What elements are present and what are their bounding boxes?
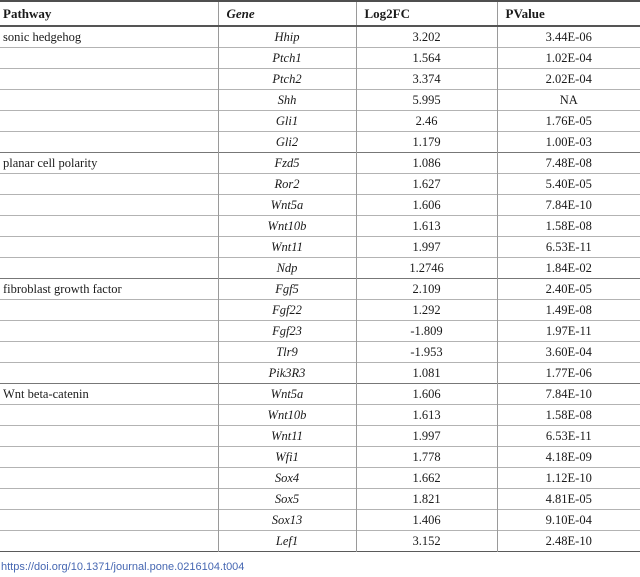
table-row: [0, 174, 640, 195]
header-log2fc: Log2FC: [356, 1, 497, 26]
cell-pvalue: 1.12E-10: [497, 468, 640, 489]
cell-gene: Fgf5: [218, 279, 356, 300]
cell-pvalue: 9.10E-04: [497, 510, 640, 531]
cell-pathway: [0, 111, 218, 132]
cell-pvalue: 2.48E-10: [497, 531, 640, 552]
cell-gene: Ndp: [218, 258, 356, 279]
cell-pvalue: 1.58E-08: [497, 405, 640, 426]
cell-pvalue: 7.84E-10: [497, 195, 640, 216]
cell-log2fc: 1.778: [356, 447, 497, 468]
cell-gene: Fgf23: [218, 321, 356, 342]
cell-gene: Wfi1: [218, 447, 356, 468]
cell-gene: Fgf22: [218, 300, 356, 321]
cell-log2fc: 1.081: [356, 363, 497, 384]
table-row: [0, 531, 640, 552]
cell-gene: Sox5: [218, 489, 356, 510]
table-header: [0, 1, 640, 26]
doi-link[interactable]: https://doi.org/10.1371/journal.pone.0216104.t004: [1, 561, 245, 573]
table-row: [0, 258, 640, 279]
cell-log2fc: 1.564: [356, 48, 497, 69]
cell-pvalue: 7.48E-08: [497, 153, 640, 174]
cell-log2fc: 3.374: [356, 69, 497, 90]
cell-gene: Ptch1: [218, 48, 356, 69]
cell-log2fc: 2.109: [356, 279, 497, 300]
table-row: [0, 447, 640, 468]
cell-log2fc: 1.627: [356, 174, 497, 195]
cell-pathway: sonic hedgehog: [0, 26, 218, 48]
header-row: [0, 1, 640, 26]
table-row: [0, 48, 640, 69]
cell-gene: Wnt5a: [218, 384, 356, 405]
cell-gene: Ror2: [218, 174, 356, 195]
table-row: [0, 300, 640, 321]
cell-log2fc: 1.997: [356, 426, 497, 447]
cell-gene: Pik3R3: [218, 363, 356, 384]
cell-pathway: [0, 531, 218, 552]
cell-pathway: [0, 237, 218, 258]
cell-gene: Ptch2: [218, 69, 356, 90]
table-row: [0, 342, 640, 363]
cell-log2fc: 3.202: [356, 26, 497, 48]
cell-gene: Wnt10b: [218, 405, 356, 426]
cell-pathway: [0, 510, 218, 531]
table-row: [0, 363, 640, 384]
cell-gene: Lef1: [218, 531, 356, 552]
table-row: [0, 153, 640, 174]
table-row: [0, 279, 640, 300]
cell-pathway: [0, 489, 218, 510]
cell-log2fc: 1.613: [356, 405, 497, 426]
cell-pathway: fibroblast growth factor: [0, 279, 218, 300]
cell-log2fc: -1.953: [356, 342, 497, 363]
table-row: [0, 26, 640, 48]
cell-log2fc: 1.086: [356, 153, 497, 174]
cell-pvalue: 4.81E-05: [497, 489, 640, 510]
table-row: [0, 132, 640, 153]
cell-pvalue: 3.60E-04: [497, 342, 640, 363]
cell-pvalue: 2.02E-04: [497, 69, 640, 90]
cell-pvalue: 1.00E-03: [497, 132, 640, 153]
cell-gene: Wnt10b: [218, 216, 356, 237]
header-pvalue: PValue: [497, 1, 640, 26]
cell-pathway: [0, 468, 218, 489]
cell-log2fc: 1.406: [356, 510, 497, 531]
cell-log2fc: 1.179: [356, 132, 497, 153]
cell-log2fc: 5.995: [356, 90, 497, 111]
cell-pvalue: 1.77E-06: [497, 363, 640, 384]
cell-log2fc: 1.613: [356, 216, 497, 237]
cell-log2fc: 3.152: [356, 531, 497, 552]
table-row: [0, 90, 640, 111]
cell-gene: Hhip: [218, 26, 356, 48]
cell-pathway: [0, 132, 218, 153]
cell-pvalue: 7.84E-10: [497, 384, 640, 405]
cell-log2fc: -1.809: [356, 321, 497, 342]
cell-pathway: [0, 258, 218, 279]
cell-gene: Gli2: [218, 132, 356, 153]
table-row: [0, 405, 640, 426]
cell-pathway: [0, 426, 218, 447]
cell-pvalue: 1.84E-02: [497, 258, 640, 279]
table-footer: [0, 557, 640, 575]
table-row: [0, 111, 640, 132]
cell-pathway: [0, 174, 218, 195]
cell-pathway: [0, 363, 218, 384]
cell-log2fc: 1.292: [356, 300, 497, 321]
cell-log2fc: 2.46: [356, 111, 497, 132]
cell-pvalue: NA: [497, 90, 640, 111]
cell-pathway: [0, 69, 218, 90]
table-row: [0, 195, 640, 216]
table-row: [0, 69, 640, 90]
cell-pathway: [0, 48, 218, 69]
cell-gene: Wnt5a: [218, 195, 356, 216]
cell-pathway: [0, 342, 218, 363]
cell-log2fc: 1.2746: [356, 258, 497, 279]
table-row: [0, 426, 640, 447]
cell-pathway: [0, 195, 218, 216]
cell-gene: Tlr9: [218, 342, 356, 363]
cell-pathway: Wnt beta-catenin: [0, 384, 218, 405]
cell-pvalue: 1.76E-05: [497, 111, 640, 132]
table-row: [0, 321, 640, 342]
cell-gene: Fzd5: [218, 153, 356, 174]
cell-pathway: [0, 300, 218, 321]
table-row: [0, 468, 640, 489]
cell-log2fc: 1.662: [356, 468, 497, 489]
cell-pvalue: 2.40E-05: [497, 279, 640, 300]
cell-pvalue: 1.97E-11: [497, 321, 640, 342]
cell-log2fc: 1.821: [356, 489, 497, 510]
cell-pathway: [0, 405, 218, 426]
cell-pathway: [0, 447, 218, 468]
table-row: [0, 489, 640, 510]
cell-pathway: [0, 90, 218, 111]
table-row: [0, 384, 640, 405]
cell-pvalue: 3.44E-06: [497, 26, 640, 48]
table-row: [0, 216, 640, 237]
cell-gene: Wnt11: [218, 426, 356, 447]
header-gene: Gene: [218, 1, 356, 26]
cell-gene: Shh: [218, 90, 356, 111]
cell-pvalue: 1.02E-04: [497, 48, 640, 69]
cell-pvalue: 1.58E-08: [497, 216, 640, 237]
cell-pvalue: 6.53E-11: [497, 237, 640, 258]
cell-gene: Sox4: [218, 468, 356, 489]
table-row: [0, 237, 640, 258]
cell-pathway: [0, 216, 218, 237]
cell-pvalue: 6.53E-11: [497, 426, 640, 447]
cell-log2fc: 1.997: [356, 237, 497, 258]
cell-pvalue: 4.18E-09: [497, 447, 640, 468]
cell-pathway: planar cell polarity: [0, 153, 218, 174]
table-body: [0, 26, 640, 552]
cell-pvalue: 1.49E-08: [497, 300, 640, 321]
cell-gene: Wnt11: [218, 237, 356, 258]
cell-log2fc: 1.606: [356, 384, 497, 405]
table-row: [0, 510, 640, 531]
header-pathway: Pathway: [0, 1, 218, 26]
cell-pathway: [0, 321, 218, 342]
cell-gene: Sox13: [218, 510, 356, 531]
cell-pvalue: 5.40E-05: [497, 174, 640, 195]
cell-gene: Gli1: [218, 111, 356, 132]
cell-log2fc: 1.606: [356, 195, 497, 216]
